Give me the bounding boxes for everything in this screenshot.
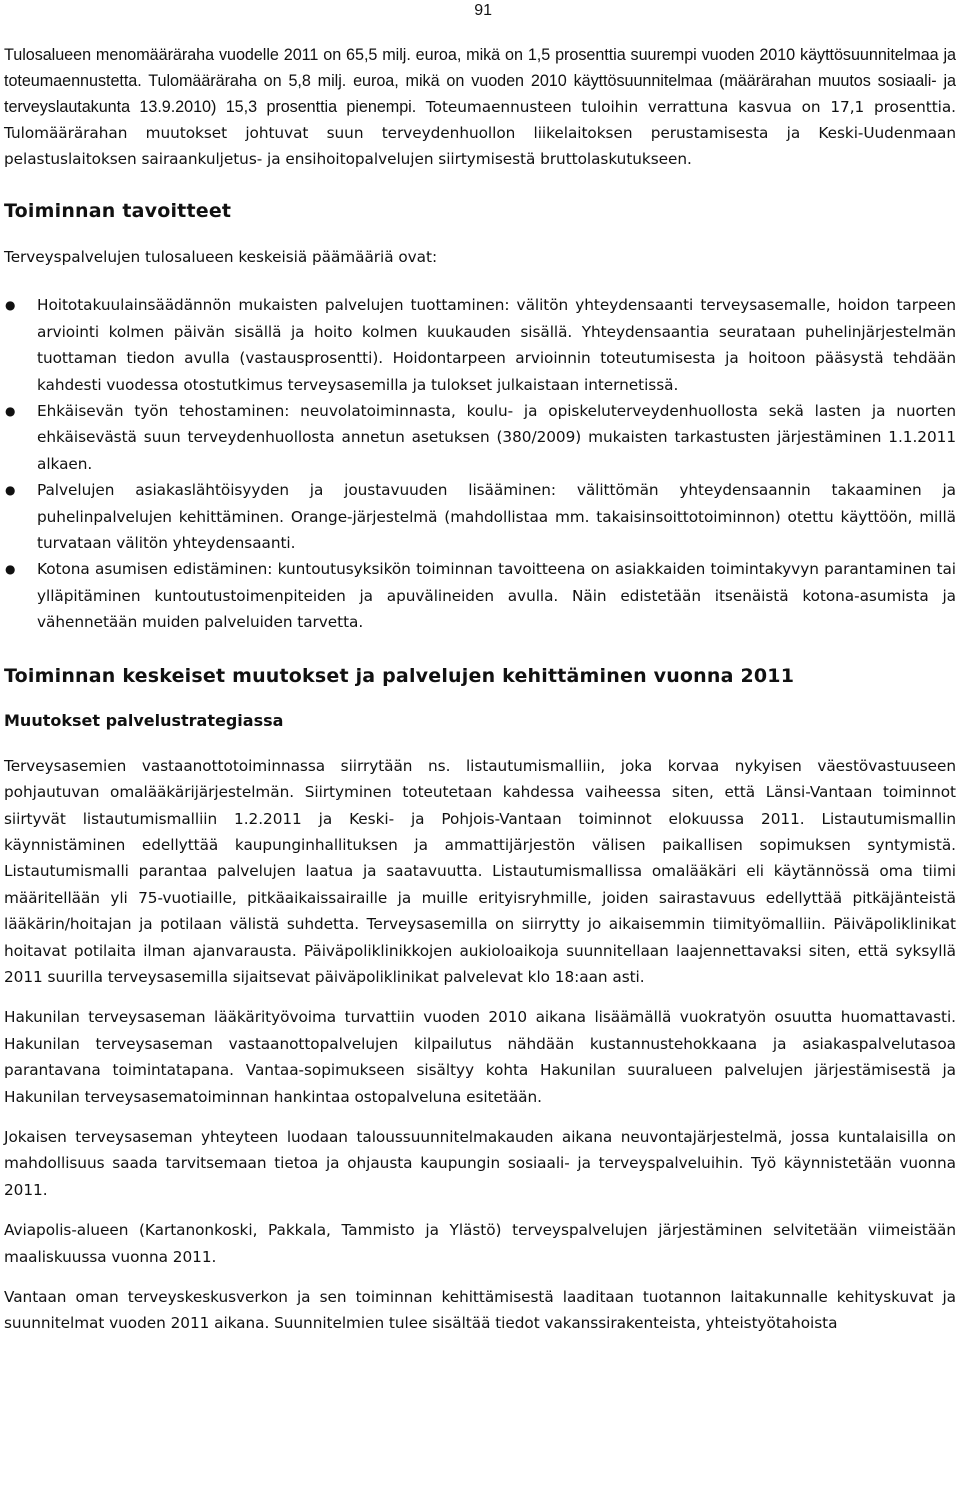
page-number: 91 xyxy=(474,2,492,19)
intro-paragraph xyxy=(4,42,956,172)
document-body xyxy=(4,42,956,1337)
bullet-icon: ● xyxy=(5,298,16,313)
goal-bullet-item xyxy=(4,556,956,635)
intro-text-end: Toteumaennusteen tuloihin verrattuna kasvua on 17,1 prosenttia. Tulomäärärahan muutokset johtuvat suun terveydenhuollon liikelaitoksen perustamisesta ja Keski-Uudenmaan pelastuslaitoksen sairaankuljetus- ja ensihoitopalvelujen siirtymisestä bruttolaskutukseen. xyxy=(4,98,956,168)
goals-bullet-list xyxy=(4,292,956,635)
goals-lead-text: Terveyspalvelujen tulosalueen keskeisiä päämääriä ovat: xyxy=(4,248,438,266)
goal-bullet-text: Hoitotakuulainsäädännön mukaisten palvelujen tuottaminen: välitön yhteydensaanti terveysasemalle, hoidon tarpeen arviointi kolmen päivän sisällä ja hoito kolmen kuukauden sisällä. Yhteydensaantia seurataan puhelinjärjestelmän tuottaman tiedon avulla (vastausprosentti). Hoidontarpeen arvioinnin toteutumisesta ja hoitoon pääsystä tehdään kahdesti vuodessa otostutkimus terveysasemilla ja tulokset julkaistaan internetissä. xyxy=(37,296,956,394)
body-paragraph: Aviapolis-alueen (Kartanonkoski, Pakkala, Tammisto ja Ylästö) terveyspalvelujen järjestäminen selvitetään viimeistään maaliskuussa vuonna 2011. xyxy=(4,1221,956,1266)
bullet-icon: ● xyxy=(5,562,16,577)
goal-bullet-item xyxy=(4,477,956,556)
goal-bullet-text: Ehkäisevän työn tehostaminen: neuvolatoiminnasta, koulu- ja opiskeluterveydenhuollosta sekä lasten ja nuorten ehkäisevästä suun terveydenhuollosta annetun asetuksen (380/2009) mukaisten tarkastusten järjestäminen 1.1.2011 alkaen. xyxy=(37,402,956,473)
body-paragraph: Jokaisen terveysaseman yhteyteen luodaan taloussuunnitelmakauden aikana neuvontajärjestelmä, jossa kuntalaisilla on mahdollisuus saada tarvitsemaan tietoa ja ohjausta kaupungin sosiaali- ja terveyspalveluihin. Työ käynnistetään vuonna 2011. xyxy=(4,1127,956,1199)
body-paragraph: Terveysasemien vastaanottotoiminnassa siirrytään ns. listautumismalliin, joka korvaa nykyisen väestövastuuseen pohjautuvan omalääkärijärjestelmän. Siirtyminen toteutetaan kahdessa vaiheessa siten, että Länsi-Vantaan toiminnot siirtyvät listautumismalliin 1.2.2011 ja Keski- ja Pohjois-Vantaan toiminnot elokuussa 2011. Listautumismallin käynnistäminen edellyttää kaupunginhallituksen ja ammattijärjestön välisen paikallisen sopimuksen syntymistä. Listautumismalli parantaa palvelujen laatua ja saatavuutta. Listautumismallissa omalääkäri eli käytännössä oma tiimi määritellään yli 75-vuotiaille, pitkäaikaissairaille ja muille erityisryhmille, joiden sairastavuus edellyttää pitkäjänteistä lääkärin/hoitajan ja potilaan välistä suhdetta. Terveysasemilla on siirrytty jo aikaisemmin tiimityömalliin. Päiväpoliklinikat hoitavat potilaita ilman ajanvarausta. Päiväpoliklinikkojen aukioloaikoja suunnitellaan laajennettavaksi siten, että syksyllä 2011 suurilla terveysasemilla sijaitsevat päiväpoliklinikat palvelevat klo 18:aan asti. xyxy=(4,756,956,986)
body-paragraph: Hakunilan terveysaseman lääkärityövoima turvattiin vuoden 2010 aikana lisäämällä vuokratyön osuutta huomattavasti. Hakunilan terveysaseman vastaanottopalvelujen kilpailutus nähdään kustannustehokkaana ja asiakaspalvelutasoa parantavana toimintatapana. Vantaa-sopimukseen sisältyy kohta Hakunilan suuralueen palvelujen järjestämisestä ja Hakunilan terveysasematoiminnan hankintaa ostopalveluna esitetään. xyxy=(4,1008,956,1106)
section-heading-changes: Toiminnan keskeiset muutokset ja palvelujen kehittäminen vuonna 2011 xyxy=(4,664,795,687)
intro-text-start: Tulosalueen menomääräraha vuodelle 2011 on 65,5 milj. euroa, mikä on 1,5 prosenttia suurempi vuoden 2010 käyttösuunnitelmaa ja toteumaennustetta. Tulomääräraha on 5,8 milj. euroa, mikä on vuoden 2010 käyttösuunnitelmaa (määrärahan muutos sosiaali- ja terveyslautakunta 13.9.2010) 15,3 prosenttia pienempi. xyxy=(4,46,956,116)
subheading-service-strategy: Muutokset palvelustrategiassa xyxy=(4,710,284,730)
bullet-icon: ● xyxy=(5,483,16,498)
goal-bullet-item xyxy=(4,292,956,398)
goal-bullet-text: Palvelujen asiakaslähtöisyyden ja joustavuuden lisääminen: välittömän yhteydensaannin takaaminen ja puhelinpalvelujen kehittäminen. Orange-järjestelmä (mahdollistaa mm. takaisinsoittotoiminnon) otettu käyttöön, millä turvataan välitön yhteydensaanti. xyxy=(37,481,956,553)
body-paragraph: Vantaan oman terveyskeskusverkon ja sen toiminnan kehittämisestä laaditaan tuotannon laitakunnalle kehityskuvat ja suunnitelmat vuoden 2011 aikana. Suunnitelmien tulee sisältää tiedot vakanssirakenteista, yhteistyötahoista xyxy=(4,1288,956,1333)
section-heading-goals: Toiminnan tavoitteet xyxy=(4,200,232,222)
goal-bullet-item xyxy=(4,398,956,477)
goal-bullet-text: Kotona asumisen edistäminen: kuntoutusyksikön toiminnan tavoitteena on asiakkaiden toimintakyvyn parantaminen tai ylläpitäminen kuntoutustoimenpiteiden ja apuvälineiden avulla. Näin edistetään itsenäistä kotona-asumista ja vähennetään muiden palveluiden tarvetta. xyxy=(37,560,956,632)
bullet-icon: ● xyxy=(5,404,16,419)
